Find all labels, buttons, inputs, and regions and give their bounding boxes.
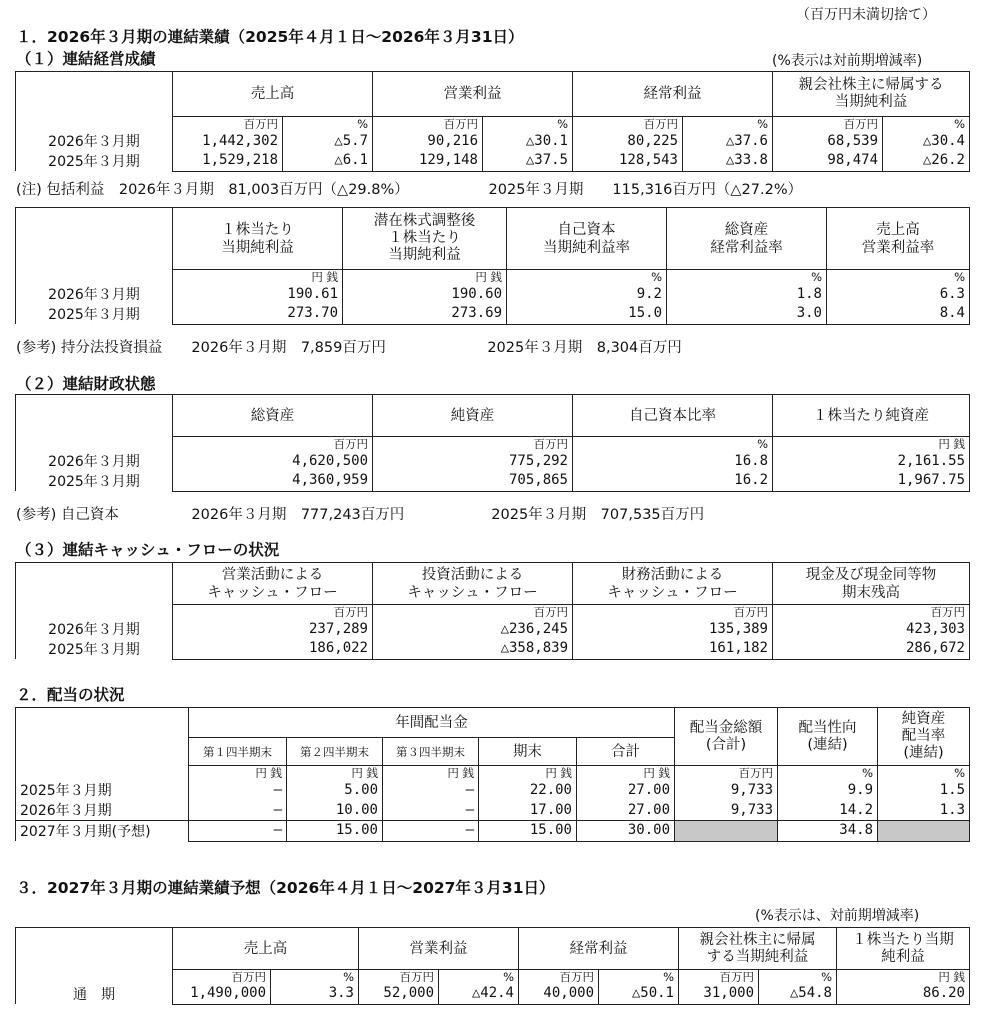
table-cell: 4,360,959 — [173, 471, 373, 491]
table-cell: 1.3 — [878, 800, 970, 821]
table-cell: 16.2 — [573, 471, 773, 491]
table-cell: 9.2 — [507, 284, 667, 304]
unit-row-label — [16, 437, 173, 452]
table-cell: △50.1 — [599, 984, 679, 1004]
unit-row-label — [16, 970, 173, 985]
table-cell: △6.1 — [283, 151, 373, 171]
table-cell: 190.60 — [343, 284, 507, 304]
table-cell: 2,161.55 — [773, 451, 970, 471]
unit-cell: % — [573, 437, 773, 452]
table-cell: 4,620,500 — [173, 451, 373, 471]
unit-row-label — [16, 117, 173, 132]
table-cell: 3.3 — [271, 984, 359, 1004]
unit-cell: % — [507, 270, 667, 285]
table-cell: 10.00 — [287, 800, 383, 821]
header-eps: １株当たり 当期純利益 — [173, 208, 343, 270]
unit-cell: 円 銭 — [837, 970, 970, 985]
header-equity-ratio: 自己資本比率 — [573, 395, 773, 437]
header-q1-end: 第１四半期末 — [189, 738, 287, 766]
header-total-assets: 総資産 — [173, 395, 373, 437]
header-roe: 自己資本 当期純利益率 — [507, 208, 667, 270]
table-cell: 98,474 — [773, 151, 883, 171]
table-cell: 237,289 — [173, 619, 373, 639]
row-label: 2026年３月期 — [16, 619, 173, 639]
row-label: 2025年３月期 — [16, 471, 173, 491]
table-cell: △37.6 — [683, 131, 773, 151]
unit-cell: % — [883, 117, 970, 132]
table-cell: 30.00 — [577, 821, 675, 842]
unit-cell: 百万円 — [519, 970, 599, 985]
unit-cell: 百万円 — [173, 117, 283, 132]
table-cell: 15.00 — [287, 821, 383, 842]
table-cell: 34.8 — [778, 821, 878, 842]
header-q3-end: 第３四半期末 — [383, 738, 479, 766]
table-cell: △236,245 — [373, 619, 573, 639]
unit-cell: 百万円 — [373, 605, 573, 620]
table-cell: 17.00 — [479, 800, 577, 821]
header-dividend-total: 配当金総額 (合計) — [675, 708, 778, 766]
table-cell: 286,672 — [773, 639, 970, 659]
section-1-3-title: （３）連結キャッシュ・フローの状況 — [16, 541, 280, 559]
corner-cell — [16, 208, 173, 270]
table-cell: 16.8 — [573, 451, 773, 471]
unit-cell: 百万円 — [675, 766, 778, 781]
table-cell: 1,490,000 — [173, 984, 271, 1004]
table-cell: 1,529,218 — [173, 151, 283, 171]
header-bps: １株当たり純資産 — [773, 395, 970, 437]
unit-cell: 円 銭 — [189, 766, 287, 781]
unit-cell: % — [827, 270, 970, 285]
table-cell: 14.2 — [778, 800, 878, 821]
table-cell: △30.1 — [483, 131, 573, 151]
unit-cell: 百万円 — [359, 970, 439, 985]
corner-cell — [16, 72, 173, 117]
table-cell: 31,000 — [679, 984, 759, 1004]
section-1-2-title: （２）連結財政状態 — [16, 375, 156, 393]
dividends-table — [15, 707, 970, 842]
section-2-title: ２．配当の状況 — [16, 686, 125, 704]
corner-cell — [16, 395, 173, 437]
table-cell: — — [189, 800, 287, 821]
unit-cell: 百万円 — [773, 117, 883, 132]
table-cell: — — [383, 780, 479, 800]
header-ordinary-income: 経常利益 — [573, 72, 773, 117]
header-sales: 売上高 — [173, 72, 373, 117]
unit-cell: % — [667, 270, 827, 285]
unit-cell: 円 銭 — [479, 766, 577, 781]
table-cell: — — [383, 800, 479, 821]
row-label: 2025年３月期 — [16, 780, 189, 800]
table-cell: 186,022 — [173, 639, 373, 659]
header-doe: 純資産 配当率 (連結) — [878, 708, 970, 766]
header-roa: 総資産 経常利益率 — [667, 208, 827, 270]
table-cell: — — [383, 821, 479, 842]
row-label: 2026年３月期 — [16, 284, 173, 304]
unit-cell: 百万円 — [373, 117, 483, 132]
unit-cell: 百万円 — [373, 437, 573, 452]
table-cell: △33.8 — [683, 151, 773, 171]
unit-cell: 円 銭 — [773, 437, 970, 452]
header-net-assets: 純資産 — [373, 395, 573, 437]
unit-cell: % — [283, 117, 373, 132]
table-cell: 128,543 — [573, 151, 683, 171]
table-cell: △30.4 — [883, 131, 970, 151]
unit-cell: 百万円 — [573, 605, 773, 620]
table-cell: 68,539 — [773, 131, 883, 151]
table-cell: 1.5 — [878, 780, 970, 800]
table-cell: △37.5 — [483, 151, 573, 171]
financial-position-table — [15, 394, 970, 492]
table-cell: 5.00 — [287, 780, 383, 800]
per-share-table — [15, 207, 970, 325]
table-cell: 90,216 — [373, 131, 483, 151]
table-cell: 705,865 — [373, 471, 573, 491]
unit-cell: 百万円 — [173, 970, 271, 985]
shaded-cell — [878, 821, 970, 842]
unit-cell: 百万円 — [173, 437, 373, 452]
table-cell: 1.8 — [667, 284, 827, 304]
unit-cell: 円 銭 — [577, 766, 675, 781]
table-cell: △358,839 — [373, 639, 573, 659]
header-financing-cf: 財務活動による キャッシュ・フロー — [573, 563, 773, 605]
unit-cell: 円 銭 — [383, 766, 479, 781]
table-cell: 52,000 — [359, 984, 439, 1004]
table-cell: △26.2 — [883, 151, 970, 171]
unit-row-label — [16, 605, 173, 620]
header-cash-ending: 現金及び現金同等物 期末残高 — [773, 563, 970, 605]
table-cell: — — [189, 780, 287, 800]
corner-cell — [16, 708, 189, 766]
table-cell: △54.8 — [759, 984, 837, 1004]
forecast-table — [15, 927, 970, 1005]
unit-row-label — [16, 270, 173, 285]
comprehensive-income-note: (注) 包括利益 2026年３月期 81,003百万円（△29.8%） 2025年３月期 115,316百万円（△27.2%） — [16, 182, 803, 198]
table-cell: 135,389 — [573, 619, 773, 639]
header-total: 合計 — [577, 738, 675, 766]
section-3-title: ３．2027年３月期の連結業績予想（2026年４月１日～2027年３月31日） — [16, 879, 555, 897]
unit-cell: 百万円 — [573, 117, 683, 132]
header-year-end: 期末 — [479, 738, 577, 766]
unit-cell: % — [759, 970, 837, 985]
table-cell: 3.0 — [667, 304, 827, 324]
unit-cell: % — [439, 970, 519, 985]
table-cell: 273.70 — [173, 304, 343, 324]
unit-cell: % — [483, 117, 573, 132]
header-operating-margin: 売上高 営業利益率 — [827, 208, 970, 270]
header-operating-income: 営業利益 — [359, 928, 519, 970]
corner-cell — [16, 928, 173, 970]
cash-flow-table — [15, 562, 970, 660]
header-diluted-eps: 潜在株式調整後 １株当たり 当期純利益 — [343, 208, 507, 270]
header-annual-dividend: 年間配当金 — [189, 708, 675, 738]
table-cell: 27.00 — [577, 800, 675, 821]
pct-note-2: (%表示は、対前期増減率) — [755, 908, 920, 924]
header-ordinary-income: 経常利益 — [519, 928, 679, 970]
unit-row-label — [16, 766, 189, 781]
corner-cell — [16, 563, 173, 605]
table-cell: 9,733 — [675, 780, 778, 800]
table-cell: 775,292 — [373, 451, 573, 471]
table-cell: 40,000 — [519, 984, 599, 1004]
table-cell: △5.7 — [283, 131, 373, 151]
table-cell: 6.3 — [827, 284, 970, 304]
table-cell: 129,148 — [373, 151, 483, 171]
header-q2-end: 第２四半期末 — [287, 738, 383, 766]
header-net-income: 親会社株主に帰属する 当期純利益 — [773, 72, 970, 117]
row-label: 2025年３月期 — [16, 639, 173, 659]
unit-cell: % — [271, 970, 359, 985]
header-payout-ratio: 配当性向 (連結) — [778, 708, 878, 766]
section-1-1-title: （１）連結経営成績 — [16, 50, 156, 68]
table-cell: 86.20 — [837, 984, 970, 1004]
pct-note-1: (%表示は対前期増減率) — [772, 53, 923, 69]
row-label: 2026年３月期 — [16, 800, 189, 821]
table-cell: 161,182 — [573, 639, 773, 659]
row-label: 通 期 — [16, 984, 173, 1004]
table-cell: 1,442,302 — [173, 131, 283, 151]
table-cell: 27.00 — [577, 780, 675, 800]
unit-cell: 百万円 — [679, 970, 759, 985]
table-cell: 1,967.75 — [773, 471, 970, 491]
unit-note: （百万円未満切捨て） — [796, 7, 936, 23]
header-sales: 売上高 — [173, 928, 359, 970]
unit-cell: % — [878, 766, 970, 781]
table-cell: 80,225 — [573, 131, 683, 151]
shaded-cell — [675, 821, 778, 842]
table-cell: — — [189, 821, 287, 842]
unit-cell: % — [683, 117, 773, 132]
table-cell: 22.00 — [479, 780, 577, 800]
row-label: 2025年３月期 — [16, 151, 173, 171]
equity-method-note: (参考) 持分法投資損益 2026年３月期 7,859百万円 2025年３月期 8,304百万円 — [16, 340, 682, 356]
row-label: 2025年３月期 — [16, 304, 173, 324]
unit-cell: 円 銭 — [343, 270, 507, 285]
unit-cell: 百万円 — [173, 605, 373, 620]
row-label: 2026年３月期 — [16, 131, 173, 151]
unit-cell: 百万円 — [773, 605, 970, 620]
table-cell: 273.69 — [343, 304, 507, 324]
header-operating-income: 営業利益 — [373, 72, 573, 117]
unit-cell: % — [778, 766, 878, 781]
table-cell: 8.4 — [827, 304, 970, 324]
header-net-income: 親会社株主に帰属 する当期純利益 — [679, 928, 837, 970]
unit-cell: % — [599, 970, 679, 985]
section-1-title: １．2026年３月期の連結業績（2025年４月１日～2026年３月31日） — [16, 28, 524, 46]
table-cell: △42.4 — [439, 984, 519, 1004]
table-cell: 15.00 — [479, 821, 577, 842]
header-eps: １株当たり当期 純利益 — [837, 928, 970, 970]
table-cell: 9,733 — [675, 800, 778, 821]
unit-cell: 円 銭 — [173, 270, 343, 285]
table-cell: 9.9 — [778, 780, 878, 800]
table-cell: 15.0 — [507, 304, 667, 324]
unit-cell: 円 銭 — [287, 766, 383, 781]
table-cell: 423,303 — [773, 619, 970, 639]
header-operating-cf: 営業活動による キャッシュ・フロー — [173, 563, 373, 605]
operating-results-table — [15, 71, 970, 172]
row-label-forecast: 2027年３月期(予想) — [16, 821, 189, 842]
header-investing-cf: 投資活動による キャッシュ・フロー — [373, 563, 573, 605]
table-cell: 190.61 — [173, 284, 343, 304]
equity-note: (参考) 自己資本 2026年３月期 777,243百万円 2025年３月期 707,535百万円 — [16, 507, 705, 523]
row-label: 2026年３月期 — [16, 451, 173, 471]
